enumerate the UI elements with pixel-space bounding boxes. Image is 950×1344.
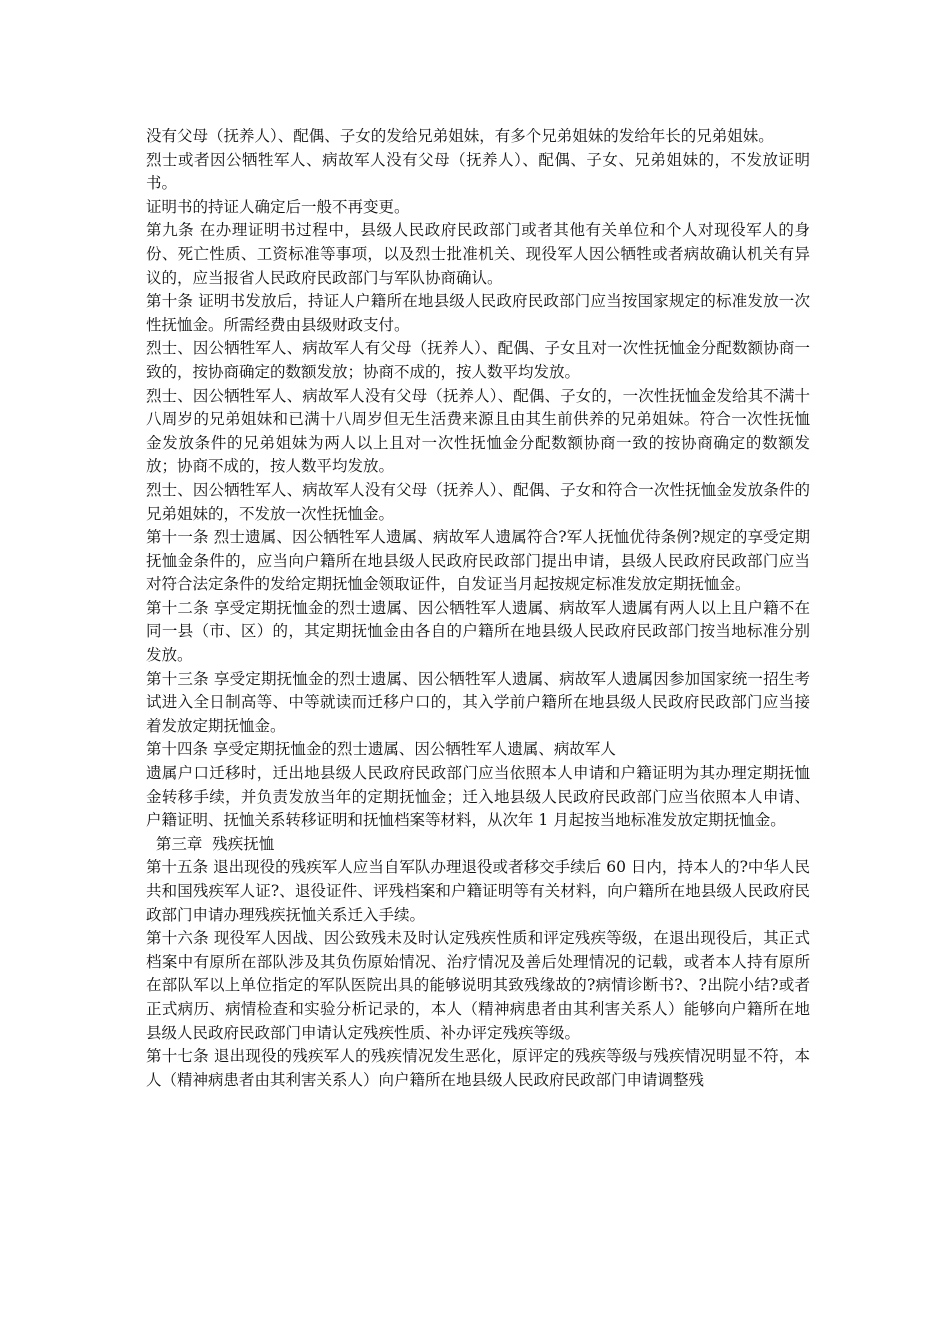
paragraph-article-16: 第十六条 现役军人因战、因公致残未及时认定残疾性质和评定残疾等级，在退出现役后，其正式档案中有原所在部队涉及其负伤原始情况、治疗情况及善后处理情况的记载，或者本人持有原所在部队军以上单位指定的军队医院出具的能够说明其致残缘故的?病情诊断书?、?出院小结?或者正式病历、病情检查和实验分析记录的，本人（精神病患者由其利害关系人）能够向户籍所在地县级人民政府民政部门申请认定残疾性质、补办评定残疾等级。: [146, 929, 810, 1042]
paragraph: 证明书的持证人确定后一般不再变更。: [146, 197, 410, 216]
paragraph: 遗属户口迁移时，迁出地县级人民政府民政部门应当依照本人申请和户籍证明为其办理定期抚恤金转移手续，并负责发放当年的定期抚恤金；迁入地县级人民政府民政部门应当依照本人申请、户籍证明、抚恤关系转移证明和抚恤档案等材料，从次年 1 月起按当地标准发放定期抚恤金。: [146, 764, 810, 830]
paragraph: 烈士、因公牺牲军人、病故军人有父母（抚养人）、配偶、子女且对一次性抚恤金分配数额协商一致的，按协商确定的数额发放；协商不成的，按人数平均发放。: [146, 339, 810, 381]
paragraph-article-15: 第十五条 退出现役的残疾军人应当自军队办理退役或者移交手续后 60 日内，持本人的?中华人民共和国残疾军人证?、退役证件、评残档案和户籍证明等有关材料，向户籍所在地县级人民政府民政部门申请办理残疾抚恤关系迁入手续。: [146, 858, 810, 924]
chapter-heading: 第三章 残疾抚恤: [146, 834, 275, 853]
paragraph: 烈士、因公牺牲军人、病故军人没有父母（抚养人）、配偶、子女和符合一次性抚恤金发放条件的兄弟姐妹的，不发放一次性抚恤金。: [146, 480, 810, 523]
paragraph-article-10: 第十条 证明书发放后，持证人户籍所在地县级人民政府民政部门应当按国家规定的标准发放一次性抚恤金。所需经费由县级财政支付。: [146, 292, 810, 334]
paragraph-article-9: 第九条 在办理证明书过程中，县级人民政府民政部门或者其他有关单位和个人对现役军人的身份、死亡性质、工资标准等事项，以及烈士批准机关、现役军人因公牺牲或者病故确认机关有异议的，应当报省人民政府民政部门与军队协商确认。: [146, 221, 810, 287]
paragraph-article-14: 第十四条 享受定期抚恤金的烈士遗属、因公牺牲军人遗属、病故军人: [146, 740, 616, 759]
paragraph-article-12: 第十二条 享受定期抚恤金的烈士遗属、因公牺牲军人遗属、病故军人遗属有两人以上且户籍不在同一县（市、区）的，其定期抚恤金由各自的户籍所在地县级人民政府民政部门按当地标准分别发放。: [146, 598, 810, 665]
paragraph: 烈士或者因公牺牲军人、病故军人没有父母（抚养人）、配偶、子女、兄弟姐妹的，不发放证明书。: [146, 150, 810, 193]
paragraph-article-11: 第十一条 烈士遗属、因公牺牲军人遗属、病故军人遗属符合?军人抚恤优待条例?规定的享受定期抚恤金条件的，应当向户籍所在地县级人民政府民政部门提出申请，县级人民政府民政部门应当对符合法定条件的发给定期抚恤金领取证件，自发证当月起按规定标准发放定期抚恤金。: [146, 528, 810, 594]
paragraph: 没有父母（抚养人）、配偶、子女的发给兄弟姐妹，有多个兄弟姐妹的发给年长的兄弟姐妹。: [146, 127, 774, 145]
paragraph-article-13: 第十三条 享受定期抚恤金的烈士遗属、因公牺牲军人遗属、病故军人遗属因参加国家统一招生考试进入全日制高等、中等就读而迁移户口的，其入学前户籍所在地县级人民政府民政部门应当接着发放定期抚恤金。: [146, 669, 810, 735]
paragraph: 烈士、因公牺牲军人、病故军人没有父母（抚养人）、配偶、子女的，一次性抚恤金发给其不满十八周岁的兄弟姐妹和已满十八周岁但无生活费来源且由其生前供养的兄弟姐妹。符合一次性抚恤金发放条件的兄弟姐妹为两人以上且对一次性抚恤金分配数额协商一致的按协商确定的数额发放；协商不成的，按人数平均发放。: [146, 386, 810, 476]
document-body: [146, 125, 810, 1092]
paragraph-article-17: 第十七条 退出现役的残疾军人的残疾情况发生恶化，原评定的残疾等级与残疾情况明显不符，本人（精神病患者由其利害关系人）向户籍所在地县级人民政府民政部门申请调整残: [146, 1047, 810, 1089]
